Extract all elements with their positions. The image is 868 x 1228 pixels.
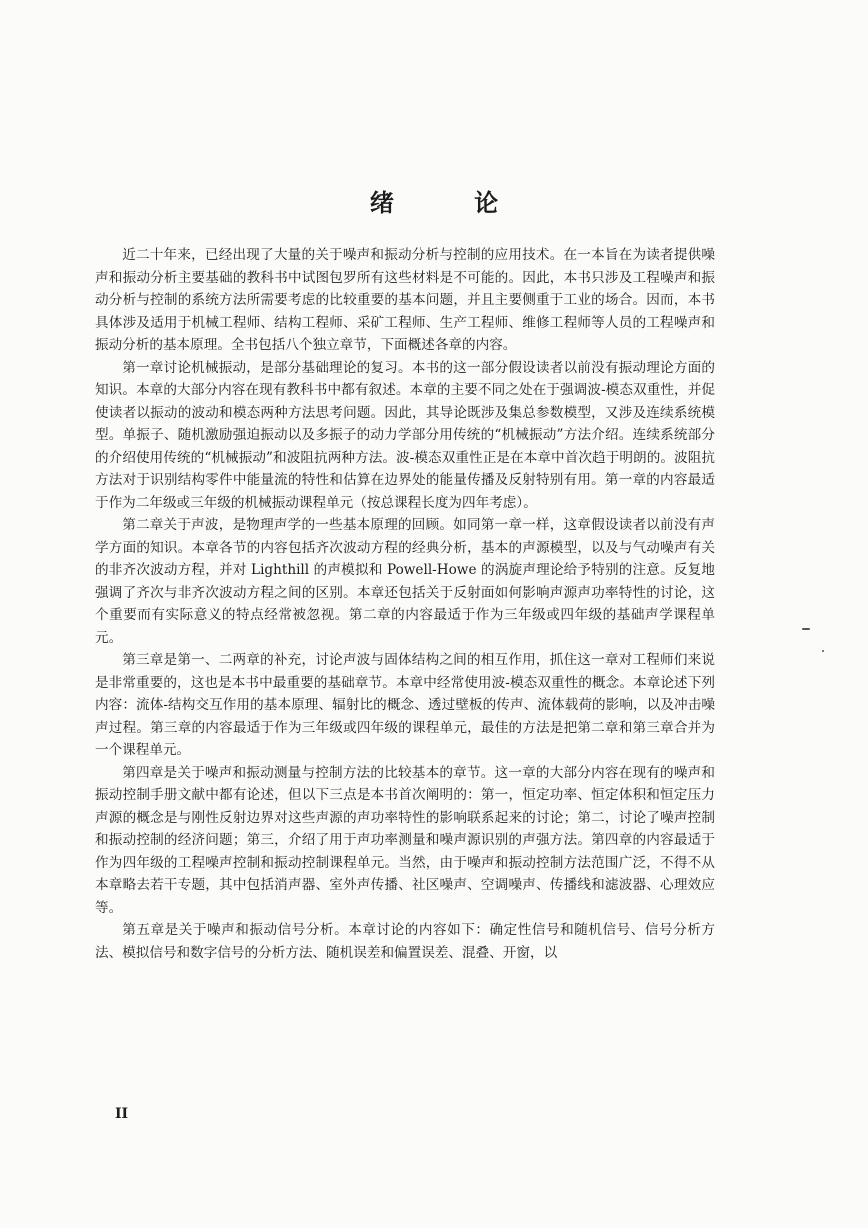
body-text — [95, 244, 715, 964]
scan-speck — [802, 628, 810, 630]
paragraph-chapter-2: 第二章关于声波，是物理声学的一些基本原理的回顾。如同第一章一样，这章假设读者以前没有声学方面的知识。本章各节的内容包括齐次波动方程的经典分析，基本的声源模型，以及与气动噪声有关的非齐次波动方程，并对 Lighthill 的声模拟和 Powell-Howe 的涡旋声理论给予特别的注意。反复地强调了齐次与非齐次波动方程之间的区别。本章还包括关于反射面如何影响声源声功率特性的讨论，这个重要而有实际意义的特点经常被忽视。第二章的内容最适于作为三年级或四年级的基础声学课程单元。 — [95, 517, 715, 646]
paragraph-chapter-4: 第四章是关于噪声和振动测量与控制方法的比较基本的章节。这一章的大部分内容在现有的噪声和振动控制手册文献中都有论述，但以下三点是本书首次阐明的：第一，恒定功率、恒定体积和恒定压力声源的概念是与刚性反射边界对这些声源的声功率特性的影响联系起来的讨论；第二，讨论了噪声控制和振动控制的经济问题；第三，介绍了用于声功率测量和噪声源识别的声强方法。第四章的内容最适于作为四年级的工程噪声控制和振动控制课程单元。当然，由于噪声和振动控制方法范围广泛，不得不从本章略去若干专题，其中包括消声器、室外声传播、社区噪声、空调噪声、传播线和滤波器、心理效应等。 — [95, 764, 715, 916]
page-title: 绪 论 — [369, 188, 535, 217]
scan-speck — [822, 650, 824, 652]
paragraph-chapter-5: 第五章是关于噪声和振动信号分析。本章讨论的内容如下：确定性信号和随机信号、信号分析方法、模拟信号和数字信号的分析方法、随机误差和偏置误差、混叠、开窗，以 — [95, 922, 715, 961]
page-number: II — [115, 1106, 129, 1122]
paragraph-chapter-1: 第一章讨论机械振动，是部分基础理论的复习。本书的这一部分假设读者以前没有振动理论方面的知识。本章的大部分内容在现有教科书中都有叙述。本章的主要不同之处在于强调波-模态双重性，并促使读者以振动的波动和模态两种方法思考问题。因此，其导论既涉及集总参数模型，又涉及连续系统模型。单振子、随机激励强迫振动以及多振子的动力学部分用传统的“机械振动”方法介绍。连续系统部分的介绍使用传统的“机械振动”和波阻抗两种方法。波-模态双重性正是在本章中首次趋于明朗的。波阻抗方法对于识别结构零件中能量流的特性和估算在边界处的能量传播及反射特别有用。第一章的内容最适于作为二年级或三年级的机械振动课程单元（按总课程长度为四年考虑）。 — [95, 359, 715, 511]
paragraph-chapter-3: 第三章是第一、二两章的补充，讨论声波与固体结构之间的相互作用，抓住这一章对工程师们来说是非常重要的，这也是本书中最重要的基础章节。本章中经常使用波-模态双重性的概念。本章论述下列内容：流体-结构交互作用的基本原理、辐射比的概念、透过壁板的传声、流体载荷的影响，以及冲击噪声过程。第三章的内容最适于作为三年级或四年级的课程单元，最佳的方法是把第二章和第三章合并为一个课程单元。 — [95, 652, 715, 758]
paragraph-intro: 近二十年来，已经出现了大量的关于噪声和振动分析与控制的应用技术。在一本旨在为读者提供噪声和振动分析主要基础的教科书中试图包罗所有这些材料是不可能的。因此，本书只涉及工程噪声和振动分析与控制的系统方法所需要考虑的比较重要的基本问题，并且主要侧重于工业的场合。因而，本书具体涉及适用于机械工程师、结构工程师、采矿工程师、生产工程师、维修工程师等人员的工程噪声和振动分析的基本原理。全书包括八个独立章节，下面概述各章的内容。 — [95, 247, 715, 353]
